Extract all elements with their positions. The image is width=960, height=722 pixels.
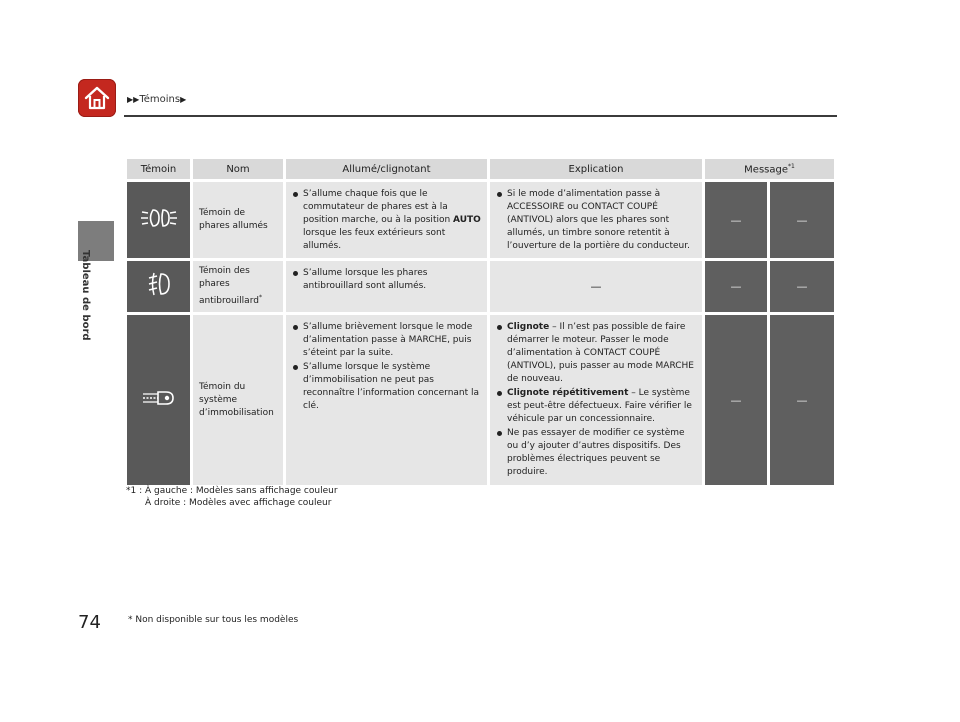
explication-cell xyxy=(490,182,702,258)
breadcrumb-arrow-right: ▶ xyxy=(180,95,187,104)
name-cell xyxy=(193,261,283,312)
col-header-nom: Nom xyxy=(193,159,283,179)
message-left-cell: — xyxy=(705,261,767,312)
message-left-cell: — xyxy=(705,182,767,258)
breadcrumb-arrows: ▶▶ xyxy=(127,95,140,104)
footnote-line-2: À droite : Modèles avec affichage couleur xyxy=(145,498,332,508)
name-cell xyxy=(193,315,283,485)
indicator-name: Témoin de phares allumés xyxy=(199,208,268,231)
message-label: Message xyxy=(744,164,788,176)
explication-bold: Clignote répétitivement xyxy=(507,388,629,398)
icon-cell xyxy=(127,315,190,485)
explication-cell xyxy=(490,315,702,485)
explication-item xyxy=(496,387,696,426)
availability-asterisk: * xyxy=(258,294,262,301)
name-cell xyxy=(193,182,283,258)
explication-item xyxy=(496,427,696,479)
indicator-name: Témoin du système d’immobilisation xyxy=(199,381,274,418)
allume-item xyxy=(292,188,481,253)
explication-item: Si le mode d’alimentation passe à ACCESSOIRE ou CONTACT COUPÉ (ANTIVOL) alors que les phares sont allumés, un timbre sonore retentit à l’ouverture de la portière du conducteur. xyxy=(496,188,696,253)
explication-text: – Il n’est pas possible de faire démarrer le moteur. Passer le mode d’alimentation à CONTACT COUPÉ (ANTIVOL), puis passer au mode MARCHE de nouveau. xyxy=(507,322,694,384)
icon-cell xyxy=(127,182,190,258)
home-button[interactable] xyxy=(78,79,116,117)
allume-cell xyxy=(286,315,487,485)
icon-cell xyxy=(127,261,190,312)
allume-item: S’allume lorsque les phares antibrouillard sont allumés. xyxy=(292,267,481,293)
table-header-row xyxy=(127,159,834,179)
allume-text: S’allume chaque fois que le commutateur de phares est à la position marche, ou à la position xyxy=(303,189,454,225)
table-footnote xyxy=(126,485,338,509)
col-header-temoin: Témoin xyxy=(127,159,190,179)
message-right-cell: — xyxy=(770,182,834,258)
explication-bold: Clignote xyxy=(507,322,550,332)
explication-cell: — xyxy=(490,261,702,312)
footnote-line-1: *1 : À gauche : Modèles sans affichage couleur xyxy=(126,486,338,496)
message-footnote-ref: *1 xyxy=(788,162,795,170)
home-icon xyxy=(83,84,111,112)
allume-cell xyxy=(286,261,487,312)
immobilizer-key-icon xyxy=(138,385,180,411)
col-header-message xyxy=(705,159,834,179)
allume-item: S’allume lorsque le système d’immobilisation ne peut pas reconnaître l’information concernant la clé. xyxy=(292,361,481,413)
table-row xyxy=(127,182,834,258)
allume-item: S’allume brièvement lorsque le mode d’alimentation passe à MARCHE, puis s’éteint par la suite. xyxy=(292,321,481,360)
auto-label: AUTO xyxy=(453,215,481,225)
indicator-table xyxy=(124,156,837,488)
allume-cell xyxy=(286,182,487,258)
explication-item xyxy=(496,321,696,386)
headlight-on-icon xyxy=(139,205,179,231)
indicator-name: Témoin des phares antibrouillard xyxy=(199,266,259,306)
page-number: 74 xyxy=(78,612,101,633)
fog-light-icon xyxy=(141,270,177,298)
breadcrumb-label[interactable]: Témoins xyxy=(139,94,181,105)
explication-text: – Le système est peut-être défectueux. Faire vérifier le véhicule par un concessionnaire. xyxy=(507,388,692,424)
allume-text-end: lorsque les feux extérieurs sont allumés. xyxy=(303,228,446,251)
table-row xyxy=(127,315,834,485)
message-right-cell: — xyxy=(770,261,834,312)
header-divider xyxy=(124,115,837,117)
col-header-allume: Allumé/clignotant xyxy=(286,159,487,179)
side-tab-label: Tableau de bord xyxy=(80,250,91,341)
message-right-cell: — xyxy=(770,315,834,485)
explication-text: Ne pas essayer de modifier ce système ou d’y ajouter d’autres dispositifs. Des problèmes électriques peuvent se produire. xyxy=(507,428,685,477)
availability-note: * Non disponible sur tous les modèles xyxy=(128,615,299,625)
message-left-cell: — xyxy=(705,315,767,485)
table-row xyxy=(127,261,834,312)
breadcrumb[interactable] xyxy=(127,94,186,105)
col-header-explication: Explication xyxy=(490,159,702,179)
